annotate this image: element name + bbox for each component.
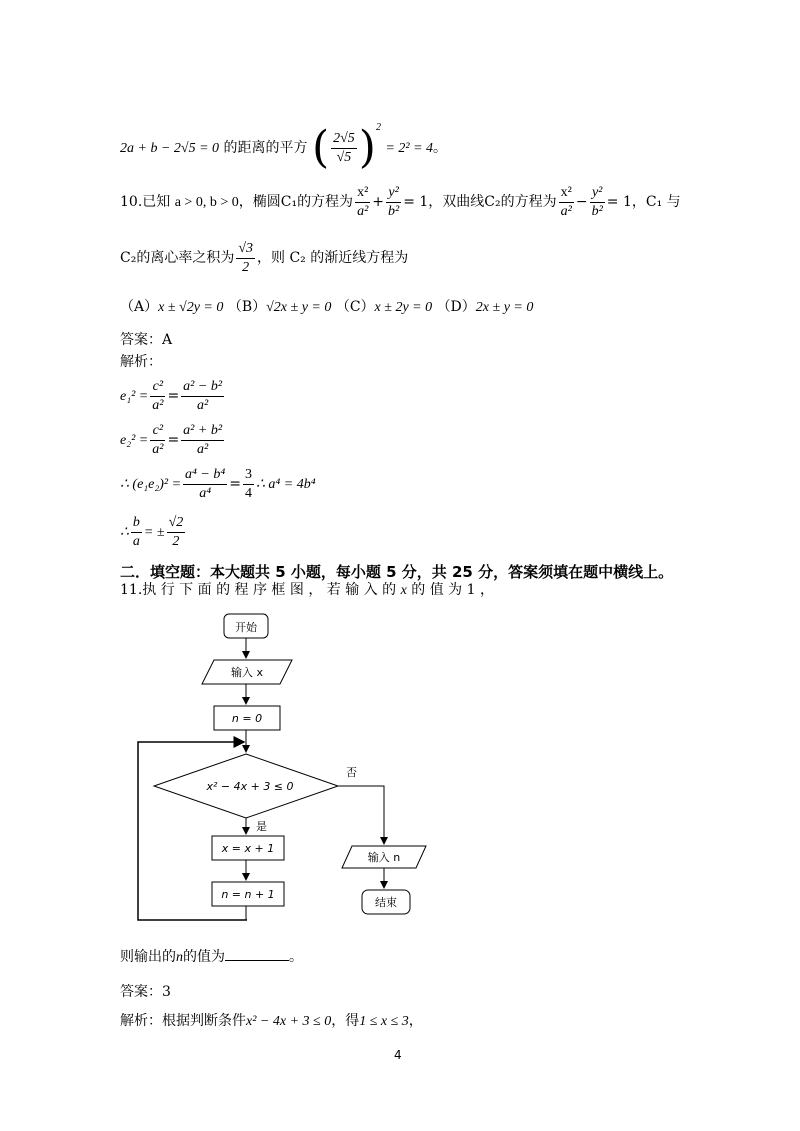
left-paren: ( [311,122,330,173]
condition-label: x² − 4x + 3 ≤ 0 [206,780,294,793]
right-paren: ) [358,122,376,173]
derivation-line-2: e₂² = $\frac{\text{c²}}{\text{a²}}$ = $\frac{\text{a² + b²}}{\text{a²}}$ [120,422,223,457]
option-b: √2x ± y = 0 [266,300,332,315]
option-c: x ± 2y = 0 [374,300,433,315]
output-text-2: 的值为 [183,949,225,965]
q10-text-c: 的方程为 [297,194,354,210]
q11-text: 11.执 行 下 面 的 程 序 框 图 ， 若 输 入 的 [120,582,397,598]
derivation-line-4: ∴ $\frac{b}{a}$ = ± $\frac{√2}{2}$ [120,514,184,549]
hyperbola-y-term: $\frac{\text{y²}}{\text{b²}}$ [591,184,603,219]
distance-fraction: $\frac{2√5}{√5}$ [333,130,355,165]
hyperbola-x-term: $\frac{\text{x²}}{\text{a²}}$ [560,184,572,219]
distance-result: = 2² = 4 [385,141,434,156]
derivation-line-3: ∴ (e₁e₂)² = $\frac{\text{a⁴ − b⁴}}{\text{a⁴}}$ = $\frac{3}{4}$ ∴ a⁴ = 4b⁴ [120,466,316,501]
eccentricity-text: 的离心率之积为 [136,250,235,266]
eccentricity-product-fraction: $\frac{√3}{2}$ [238,240,254,275]
q10-number: 10. [120,194,143,210]
option-d: 2x ± y = 0 [475,300,534,315]
q10-text-b: ，椭圆 [238,194,281,210]
q10-text-f: ，C₁ 与 [631,194,681,210]
line-equation: 2a + b − 2√5 = 0 [120,141,220,156]
analysis-11 [120,1010,423,1033]
derivation-line-1: e₁² = $\frac{\text{c²}}{\text{a²}}$ = $\frac{\text{a² − b²}}{\text{a²}}$ [120,378,223,413]
period: 。 [433,140,448,156]
hyperbola-rhs: = 1 [606,194,632,210]
q10-text-d: ，双曲线 [428,194,485,210]
init-label: n = 0 [231,712,263,725]
output-text: 则输出的 [120,949,176,965]
analysis-11-label: 解析：根据判断条件 [120,1013,246,1029]
q10-text-a: 已知 [142,194,171,210]
option-c-label: （C） [335,299,375,315]
input-label: 输入 x [230,666,264,679]
ellipse-x-term: $\frac{\text{x²}}{\text{a²}}$ [357,184,369,219]
answer-11: 答案：3 [120,984,171,1000]
c1-label: C₁ [280,194,298,210]
no-label: 否 [346,766,357,779]
option-a: x ± √2y = 0 [158,300,224,315]
answer-10: 答案：A [120,332,173,348]
asymptote-text: ，则 C₂ 的渐近线方程为 [257,250,409,266]
output-end: 。 [289,949,303,965]
q10-text-e: 的方程为 [500,194,557,210]
output-label: 输入 n [367,851,401,864]
analysis-11-condition: x² − 4x + 3 ≤ 0 [246,1014,332,1029]
start-label: 开始 [235,621,257,634]
c2-label-2: C₂ [120,250,137,266]
q10-condition: a > 0, b > 0 [174,195,239,210]
distance-text: 的距离的平方 [223,140,308,156]
analysis-11-text: ，得 [331,1013,360,1029]
step-2-label: n = n + 1 [221,888,275,901]
answer-blank[interactable] [225,948,289,961]
q11-text-end: 的 值 为 1 ， [411,582,494,598]
analysis-11-end: ， [408,1013,423,1029]
ellipse-rhs: = 1 [403,194,429,210]
analysis-label: 解析： [120,354,162,370]
option-a-label: （A） [120,299,159,315]
c2-label: C₂ [484,194,501,210]
arrow-no-branch [338,786,384,844]
page-number: 4 [394,1048,402,1062]
option-d-label: （D） [436,299,476,315]
section-2-heading: 二．填空题：本大题共 5 小题，每小题 5 分，共 25 分，答案须填在题中横线上。 [120,563,674,581]
q11-var: x [400,583,407,598]
yes-label: 是 [256,820,267,833]
ellipse-plus: + [372,194,384,210]
ellipse-y-term: $\frac{\text{y²}}{\text{b²}}$ [388,184,400,219]
analysis-11-range: 1 ≤ x ≤ 3 [359,1014,409,1029]
option-b-label: （B） [227,299,267,315]
output-var: n [176,950,183,965]
end-label: 结束 [375,896,397,909]
hyperbola-minus: − [575,194,588,210]
square-exponent: 2 [375,122,381,133]
output-question [120,946,303,969]
step-1-label: x = x + 1 [221,842,275,855]
